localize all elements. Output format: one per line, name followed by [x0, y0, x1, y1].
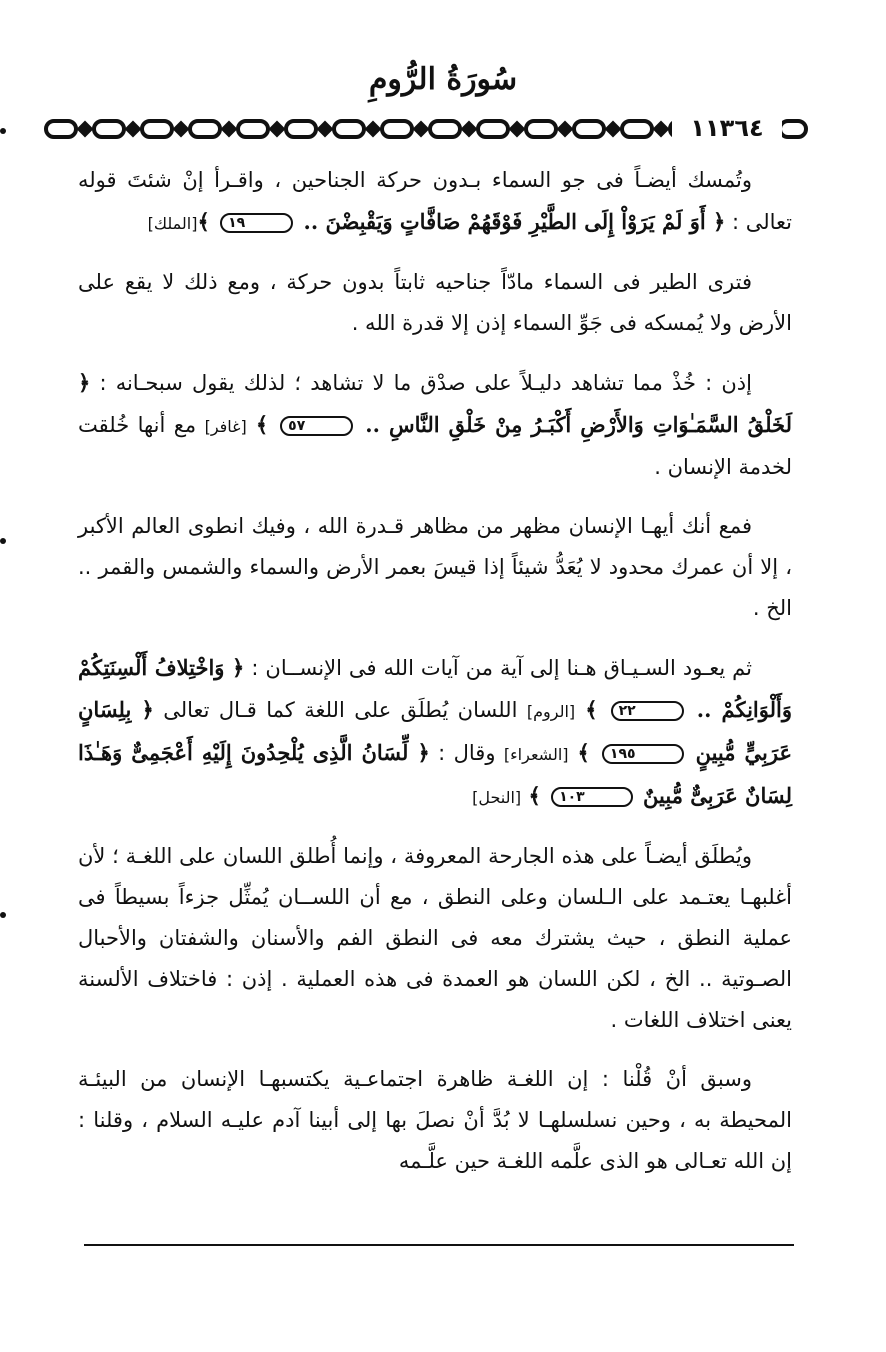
chain-diamond	[655, 123, 666, 134]
margin-dot	[0, 912, 6, 918]
paragraph	[78, 506, 792, 629]
chain-diamond	[127, 123, 138, 134]
paragraph	[78, 836, 792, 1041]
paragraph	[78, 1059, 792, 1182]
chain-link	[94, 121, 124, 137]
chain-diamond	[223, 123, 234, 134]
body-text: فترى الطير فى السماء مادّاً جناحيه ثابتاً بدون حركة ، ومع ذلك لا يقع على الأرض ولا يُمسكه فى جَوِّ السماء إذن إلا قدرة الله .	[78, 270, 792, 335]
chain-diamond	[607, 123, 618, 134]
margin-dot	[0, 128, 6, 134]
body-text: فمع أنك أيهـا الإنسان مظهر من مظاهر قـدرة الله ، وفيك انطوى العالم الأكبر ، إلا أن عمرك محدود لا يُعَدُّ شيئاً إذا قيسَ بعمر الأرض والسماء والشمس والقمر .. الخ .	[78, 514, 792, 620]
footer-rule	[84, 1244, 794, 1246]
body-text: وسبق أنْ قُلْنا : إن اللغـة ظاهرة اجتماعـية يكتسبهـا الإنسان من البيئـة المحيطة به ، وحين نسلسلهـا لا بُدَّ أنْ نصلَ بها إلى أبينا آدم عليـه السلام ، وقلنا : إن الله تعـالى هو الذى علَّمه اللغـة حين علَّـمه	[78, 1067, 792, 1173]
surah-reference: [الملك]	[147, 214, 198, 233]
ayah-number: ١٠٣	[551, 787, 633, 807]
ayah-number: ٥٧	[280, 416, 353, 436]
paragraph	[78, 362, 792, 488]
body-text: ثم يعـود السـيـاق هـنا إلى آية من آيات الله فى الإنســان :	[244, 656, 752, 680]
chain-diamond	[319, 123, 330, 134]
surah-title: سُورَةُ الرُّومِ	[368, 62, 518, 97]
ayah-number: ١٩	[220, 213, 293, 233]
chain-link	[526, 121, 556, 137]
quran-verse: ﴾	[575, 697, 608, 722]
margin-dot	[0, 538, 6, 544]
chain-diamond	[367, 123, 378, 134]
paragraph	[78, 160, 792, 244]
body-text: مع أنها خُلقت لخدمة الإنسان .	[78, 413, 792, 479]
chain-diamond	[79, 123, 90, 134]
quran-verse: ﴾	[521, 783, 549, 808]
chain-link	[46, 121, 76, 137]
body-text: ويُطلَق أيضـاً على هذه الجارحة المعروفة ، وإنما أُطلق اللسان على اللغـة ؛ لأن أغلبهـا يعتـمد على الـلسان وعلى النطق ، مع أن اللســان يُمثِّل جزءاً بسيطاً فى عملية النطق ، حيث يشترك معه فى النطق الفم والأسنان والشفتان والأحبال الصـوتية .. الخ ، لكن اللسان هو العمدة فى هذه العملية . إذن : فاختلاف الألسنة يعنى اختلاف اللغات .	[78, 844, 792, 1032]
chain-link	[286, 121, 316, 137]
chain-link	[142, 121, 172, 137]
surah-reference: [الروم]	[526, 702, 576, 721]
quran-verse: ﴿ لِّسَانُ الَّذِى يُلْحِدُونَ إِلَيْهِ أَعْجَمِىٌّ وَهَـٰذَا لِسَانٌ عَرَبِىٌّ مُّبِينٌ	[78, 740, 792, 808]
chain-link	[780, 121, 806, 137]
chain-link	[574, 121, 604, 137]
surah-reference: [النحل]	[472, 788, 522, 807]
chain-link	[190, 121, 220, 137]
chain-diamond	[511, 123, 522, 134]
chain-link	[334, 121, 364, 137]
quran-verse: ﴿ بِلِسَانٍ عَرَبِيٍّ مُّبِينٍ	[78, 697, 793, 765]
ayah-number: ٢٢	[611, 701, 684, 721]
paragraph	[78, 262, 792, 344]
surah-reference: [الشعراء]	[503, 745, 569, 764]
quran-verse: ﴾	[246, 412, 278, 437]
ayah-number: ١٩٥	[602, 744, 684, 764]
chain-link	[430, 121, 460, 137]
body-text: وقال :	[429, 741, 504, 765]
quran-verse: ﴿ وَاخْتِلافُ أَلْسِنَتِكُمْ وَأَلْوَانِكُمْ ..	[78, 655, 792, 722]
chain-diamond	[271, 123, 282, 134]
quran-verse: ﴿ لَخَلْقُ السَّمَـٰوَاتِ وَالأَرْضِ أَكْبَـرُ مِنْ خَلْقِ النَّاسِ ..	[78, 370, 793, 437]
chain-link	[478, 121, 508, 137]
quran-verse: ﴿ أَوَ لَمْ يَرَوْاْ إِلَى الطَّيْرِ فَوْقَهُمْ صَافَّاتٍ وَيَقْبِضْنَ ..	[296, 209, 726, 234]
quran-verse: ﴾	[197, 209, 218, 234]
surah-reference: [غافر]	[204, 417, 247, 436]
paragraph	[78, 647, 792, 818]
body-text: إذن : خُذْ مما تشاهد دليـلاً على صدْق ما لا تشاهد ؛ لذلك يقول سبحـانه :	[90, 371, 752, 395]
chain-link	[238, 121, 268, 137]
chain-diamond	[463, 123, 474, 134]
main-text	[78, 160, 792, 1200]
body-text: وتُمسك أيضـاً فى جو السماء بـدون حركة الجناحين ، واقـرأ إنْ شئتَ قوله تعالى :	[78, 168, 792, 234]
body-text: اللسان يُطلَق على اللغة كما قـال تعالى	[153, 698, 527, 722]
chain-link	[622, 121, 652, 137]
quran-verse: ﴾	[568, 740, 599, 765]
chain-link	[382, 121, 412, 137]
page-number: ١١٣٦٤	[672, 112, 782, 144]
chain-diamond	[415, 123, 426, 134]
chain-diamond	[559, 123, 570, 134]
chain-diamond	[175, 123, 186, 134]
